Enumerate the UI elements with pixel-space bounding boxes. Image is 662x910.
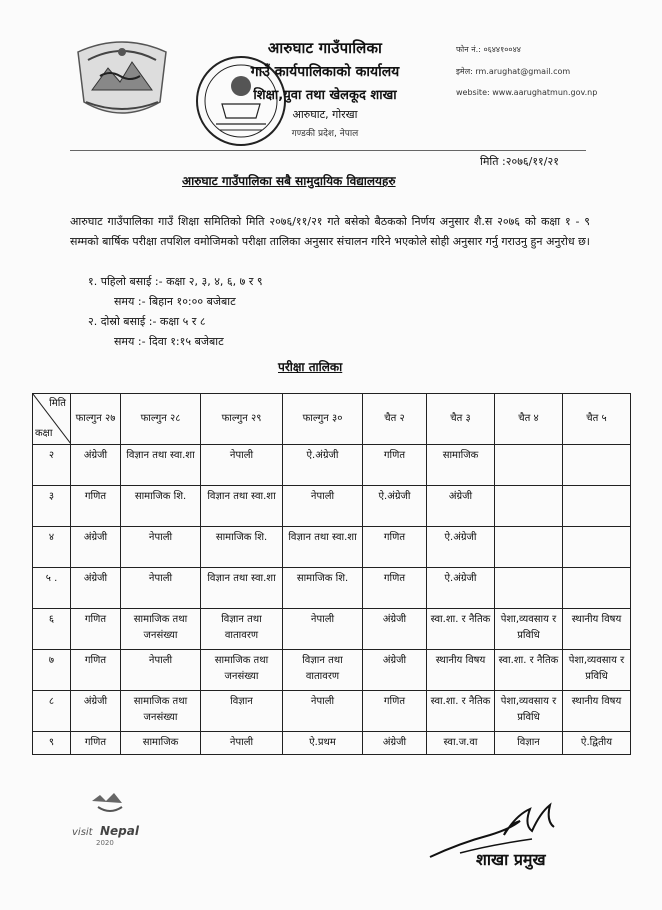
subject-cell: सामाजिक: [121, 732, 201, 755]
subject-cell: विज्ञान तथा स्वा.शा: [283, 527, 363, 568]
visit-nepal-logo-icon: [70, 793, 150, 853]
subject-cell: नेपाली: [283, 609, 363, 650]
subject-cell: [563, 445, 631, 486]
office-location: आरुघाट, गोरखा: [292, 108, 358, 121]
date-header: चैत ३: [427, 394, 495, 445]
header-divider: [70, 150, 586, 151]
subject-cell: स्थानीय विषय: [563, 609, 631, 650]
class-cell: ८: [33, 691, 71, 732]
subject-cell: गणित: [71, 609, 121, 650]
subject-cell: गणित: [363, 691, 427, 732]
subject-cell: गणित: [71, 650, 121, 691]
svg-text:Nepal: Nepal: [100, 824, 139, 838]
subject-cell: अंग्रेजी: [71, 527, 121, 568]
subject-cell: अंग्रेजी: [427, 486, 495, 527]
session-1-time: समय :- बिहान १०:०० बजेबाट: [114, 295, 236, 308]
table-row: [33, 691, 631, 732]
letter-date: मिति :२०७६/११/२१: [480, 155, 559, 168]
subject-cell: [563, 568, 631, 609]
subject-cell: विज्ञान तथा वातावरण: [201, 609, 283, 650]
subject-cell: स्वा.शा. र नैतिक: [495, 650, 563, 691]
contact-info: [456, 44, 656, 110]
class-cell: ६: [33, 609, 71, 650]
table-row: [33, 445, 631, 486]
subject-cell: विज्ञान: [495, 732, 563, 755]
subject-cell: नेपाली: [121, 650, 201, 691]
subject-cell: ऐ.अंग्रेजी: [427, 527, 495, 568]
subject-cell: स्थानीय विषय: [427, 650, 495, 691]
session-list: [88, 272, 263, 352]
subject-cell: ऐ.अंग्रेजी: [283, 445, 363, 486]
subject-cell: ऐ.अंग्रेजी: [363, 486, 427, 527]
subject-cell: सामाजिक तथा जनसंख्या: [121, 691, 201, 732]
subject-cell: अंग्रेजी: [363, 650, 427, 691]
municipality-emblem-icon: [70, 32, 174, 124]
subject-cell: ऐ.द्वितीय: [563, 732, 631, 755]
session-2-time: समय :- दिवा १:१५ बजेबाट: [114, 335, 224, 348]
class-cell: ५ .: [33, 568, 71, 609]
table-row: [33, 486, 631, 527]
letter-body: आरुघाट गाउँपालिका गाउँ शिक्षा समितिको मिति २०७६/११/२१ गते बसेको बैठकको निर्णय अनुसार शै.स २०७६ को कक्षा १ - ९ सम्मको बार्षिक परीक्षा तपशिल वमोजिमको परीक्षा तालिका अनुसार संचालन गरिने भएकोले सोही अनुसार गर्नु गराउनु हुन अनुरोध छ।: [70, 215, 590, 248]
subject-cell: पेशा,व्यवसाय र प्रविधि: [495, 609, 563, 650]
subject-cell: [563, 527, 631, 568]
subject-cell: विज्ञान तथा वातावरण: [283, 650, 363, 691]
table-row: [33, 609, 631, 650]
section-name: शिक्षा,युवा तथा खेलकूद शाखा: [253, 88, 397, 103]
subject-cell: स्वा.ज.वा: [427, 732, 495, 755]
subject-cell: विज्ञान तथा स्वा.शा: [121, 445, 201, 486]
date-header: चैत २: [363, 394, 427, 445]
table-row: [33, 650, 631, 691]
subject-cell: [495, 486, 563, 527]
email-address: इमेल: rm.arughat@gmail.com: [456, 67, 571, 76]
subject-cell: नेपाली: [201, 445, 283, 486]
subject-cell: सामाजिक शि.: [201, 527, 283, 568]
subject-cell: अंग्रेजी: [71, 568, 121, 609]
date-header: फाल्गुन २९: [201, 394, 283, 445]
table-row: [33, 568, 631, 609]
subject-cell: गणित: [71, 486, 121, 527]
subject-cell: गणित: [363, 527, 427, 568]
corner-date-label: मिति: [49, 398, 66, 409]
date-header: चैत ५: [563, 394, 631, 445]
municipality-name: आरुघाट गाउँपालिका: [267, 39, 383, 57]
subject-cell: सामाजिक तथा जनसंख्या: [121, 609, 201, 650]
table-header-row: [33, 394, 631, 445]
letterhead: [190, 38, 460, 139]
date-header: फाल्गुन २७: [71, 394, 121, 445]
corner-cell: [33, 394, 71, 445]
subject-cell: ऐ.अंग्रेजी: [427, 568, 495, 609]
subject-cell: सामाजिक: [427, 445, 495, 486]
class-cell: २: [33, 445, 71, 486]
website-address: website: www.aarughatmun.gov.np: [456, 88, 598, 97]
class-cell: ७: [33, 650, 71, 691]
table-body: [33, 445, 631, 755]
subject-cell: अंग्रेजी: [71, 691, 121, 732]
session-1-label: १. पहिलो बसाई :- कक्षा २, ३, ४, ६, ७ र ९: [88, 275, 263, 288]
subject-cell: नेपाली: [201, 732, 283, 755]
signature-title: शाखा प्रमुख: [476, 850, 546, 869]
table-title: परीक्षा तालिका: [278, 360, 343, 374]
subject-cell: गणित: [71, 732, 121, 755]
subject-cell: [495, 568, 563, 609]
date-header: चैत ४: [495, 394, 563, 445]
subject-cell: स्वा.शा. र नैतिक: [427, 691, 495, 732]
subject-cell: विज्ञान: [201, 691, 283, 732]
corner-class-label: कक्षा: [35, 428, 53, 439]
svg-text:visit: visit: [72, 827, 93, 838]
date-header: फाल्गुन २८: [121, 394, 201, 445]
table-row: [33, 732, 631, 755]
subject-cell: सामाजिक शि.: [283, 568, 363, 609]
subject-cell: अंग्रेजी: [363, 609, 427, 650]
subject-cell: विज्ञान तथा स्वा.शा: [201, 568, 283, 609]
subject-cell: स्वा.शा. र नैतिक: [427, 609, 495, 650]
subject-cell: [563, 486, 631, 527]
subject-cell: अंग्रेजी: [363, 732, 427, 755]
office-name: गाउँ कार्यपालिकाको कार्यालय: [250, 64, 400, 80]
subject-cell: [495, 445, 563, 486]
class-cell: ४: [33, 527, 71, 568]
subject-cell: अंग्रेजी: [71, 445, 121, 486]
subject-cell: पेशा,व्यवसाय र प्रविधि: [563, 650, 631, 691]
subject-cell: नेपाली: [283, 691, 363, 732]
phone-number: फोन नं.: ०६४४१००४४: [456, 45, 521, 54]
subject-cell: [495, 527, 563, 568]
subject-cell: विज्ञान तथा स्वा.शा: [201, 486, 283, 527]
table-row: [33, 527, 631, 568]
subject-cell: गणित: [363, 445, 427, 486]
svg-text:2020: 2020: [96, 839, 114, 847]
date-header: फाल्गुन ३०: [283, 394, 363, 445]
subject-cell: पेशा,व्यवसाय र प्रविधि: [495, 691, 563, 732]
subject-cell: नेपाली: [121, 527, 201, 568]
subject-cell: सामाजिक तथा जनसंख्या: [201, 650, 283, 691]
subject-cell: नेपाली: [283, 486, 363, 527]
subject-cell: स्थानीय विषय: [563, 691, 631, 732]
session-2-label: २. दोस्रो बसाई :- कक्षा ५ र ८: [88, 315, 206, 328]
exam-schedule-table: [32, 393, 631, 755]
subject-cell: ऐ.प्रथम: [283, 732, 363, 755]
subject-cell: नेपाली: [121, 568, 201, 609]
class-cell: ३: [33, 486, 71, 527]
province-name: गण्डकी प्रदेश, नेपाल: [291, 129, 359, 139]
letter-subject: आरुघाट गाउँपालिका सबै सामुदायिक विद्यालयहरु: [182, 174, 396, 188]
subject-cell: सामाजिक शि.: [121, 486, 201, 527]
class-cell: ९: [33, 732, 71, 755]
subject-cell: गणित: [363, 568, 427, 609]
